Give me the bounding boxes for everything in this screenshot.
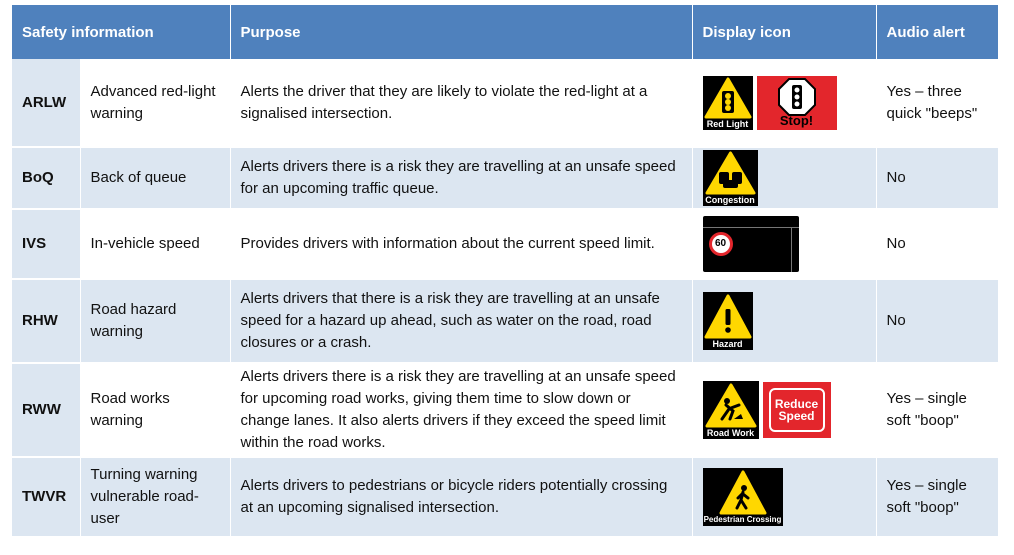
- table-header-row: [12, 5, 998, 59]
- row-icons: [692, 209, 876, 279]
- row-purpose: Alerts drivers that there is a risk they are travelling at an unsafe speed for a hazard up ahead, such as water on the road, road closures or a crash.: [230, 279, 692, 363]
- icon-label: Hazard: [712, 339, 743, 349]
- road-work-icon: [703, 381, 759, 439]
- row-purpose: Alerts drivers there is a risk they are travelling at an unsafe speed for upcoming road works, giving them time to slow down or change lanes. It also alerts drivers if they exceed the speed limit within the road works.: [230, 363, 692, 457]
- icon-label: Congestion: [705, 195, 755, 205]
- icon-label: Road Work: [706, 428, 755, 438]
- header-audio-alert: Audio alert: [876, 5, 998, 59]
- row-audio: No: [876, 147, 998, 209]
- row-name: Turning warning vulnerable road-user: [80, 457, 230, 537]
- table-row: [12, 59, 998, 147]
- row-code: RHW: [12, 279, 80, 363]
- row-icons: [692, 59, 876, 147]
- row-audio: Yes – single soft "boop": [876, 363, 998, 457]
- row-audio: Yes – single soft "boop": [876, 457, 998, 537]
- pedestrian-crossing-icon: [703, 468, 783, 526]
- display-divider: [791, 227, 792, 272]
- reduce-speed-label-line2: Speed: [778, 409, 815, 423]
- row-name: Advanced red-light warning: [80, 59, 230, 147]
- display-divider: [703, 227, 799, 228]
- row-code: TWVR: [12, 457, 80, 537]
- row-purpose: Alerts the driver that they are likely to violate the red-light at a signalised intersection.: [230, 59, 692, 147]
- row-purpose: Alerts drivers there is a risk they are travelling at an unsafe speed for an upcoming traffic queue.: [230, 147, 692, 209]
- header-safety-information: Safety information: [12, 5, 230, 59]
- row-icons: [692, 147, 876, 209]
- row-name: Back of queue: [80, 147, 230, 209]
- header-display-icon: Display icon: [692, 5, 876, 59]
- icon-label: Pedestrian Crossing: [703, 515, 782, 524]
- speed-limit-badge: 60: [709, 232, 733, 256]
- table-row: [12, 363, 998, 457]
- row-code: ARLW: [12, 59, 80, 147]
- table-row: [12, 457, 998, 537]
- row-code: RWW: [12, 363, 80, 457]
- table-row: [12, 147, 998, 209]
- row-code: BoQ: [12, 147, 80, 209]
- congestion-icon: [703, 150, 758, 206]
- traffic-light-icon: [703, 76, 753, 130]
- row-name: Road works warning: [80, 363, 230, 457]
- hazard-icon: [703, 292, 753, 350]
- reduce-speed-label-line1: Reduce: [774, 397, 819, 411]
- reduce-speed-sign: [769, 388, 825, 432]
- row-name: In-vehicle speed: [80, 209, 230, 279]
- row-code: IVS: [12, 209, 80, 279]
- row-audio: Yes – three quick "beeps": [876, 59, 998, 147]
- safety-information-table: [12, 5, 998, 538]
- speed-limit-display-icon: [703, 216, 799, 272]
- table-row: [12, 279, 998, 363]
- icon-label: Red Light: [706, 118, 749, 129]
- row-icons: [692, 457, 876, 537]
- icon-label: Stop!: [779, 112, 814, 128]
- row-icons: [692, 279, 876, 363]
- row-name: Road hazard warning: [80, 279, 230, 363]
- table-row: [12, 209, 998, 279]
- row-purpose: Provides drivers with information about the current speed limit.: [230, 209, 692, 279]
- row-audio: No: [876, 209, 998, 279]
- stop-traffic-light-icon: [757, 76, 837, 130]
- row-audio: No: [876, 279, 998, 363]
- reduce-speed-icon: [763, 382, 831, 438]
- row-purpose: Alerts drivers to pedestrians or bicycle riders potentially crossing at an upcoming signalised intersection.: [230, 457, 692, 537]
- header-purpose: Purpose: [230, 5, 692, 59]
- row-icons: [692, 363, 876, 457]
